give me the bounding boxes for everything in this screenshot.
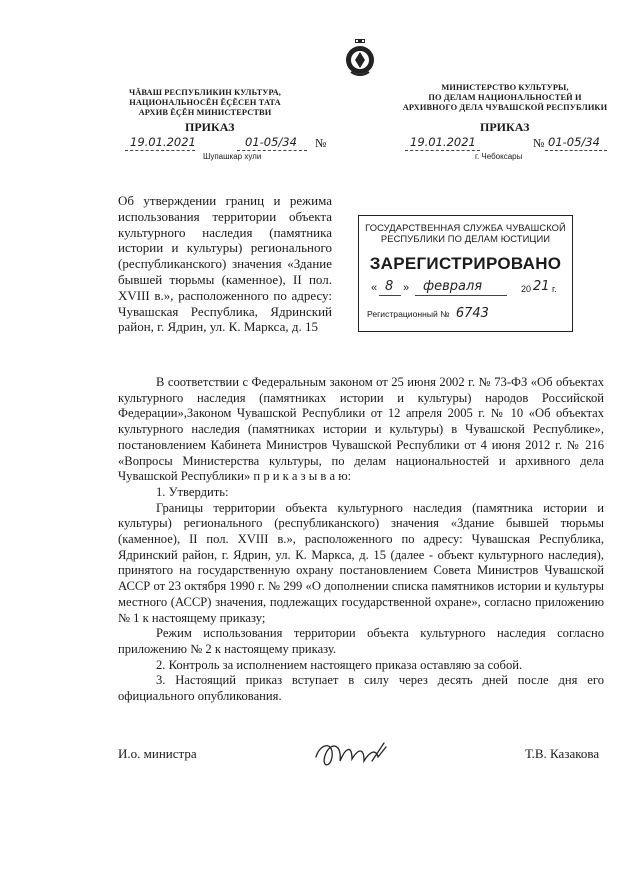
stamp-year-prefix: 20: [521, 284, 532, 294]
stamp-quote-open: «: [371, 282, 378, 294]
order-label-right: ПРИКАЗ: [480, 120, 530, 134]
order-label-left: ПРИКАЗ: [185, 120, 235, 134]
registration-stamp: [358, 215, 573, 332]
order-subject: Об утверждении границ и режима использования территории объекта культурного наследия (памятника истории и культуры) регионального (республиканского) значения «Здание бывшей тюрьмы (каменное), II пол. XVIII в.», расположенного по адресу: Чувашская Республика, Ядринский район, г. Ядрин, ул. К. Маркса, д. 15: [118, 193, 332, 335]
header-right-line: АРХИВНОГО ДЕЛА ЧУВАШСКОЙ РЕСПУБЛИКИ: [402, 103, 608, 112]
order-body: [118, 375, 604, 705]
preamble-paragraph: В соответствии с Федеральным законом от 25 июня 2002 г. № 73-ФЗ «Об объектах культурного наследия (памятниках истории и культуры) народов Российской Федерации»,Законом Чувашской Республики от 12 апреля 2005 г. № 10 «Об объектах культурного наследия (памятниках истории и культуры) в Чувашской Республике», постановлением Кабинета Министров Чувашской Республики от 4 июня 2012 г. № 216 «Вопросы Министерства культуры, по делам национальностей и архивного дела Чувашской Республики» п р и к а з ы в а ю:: [118, 375, 604, 484]
stamp-reg-number-handwritten: 6743: [455, 306, 489, 321]
stamp-organization: [359, 222, 572, 244]
header-right-line: ПО ДЕЛАМ НАЦИОНАЛЬНОСТЕЙ И: [428, 93, 582, 102]
stamp-org-line: ГОСУДАРСТВЕННАЯ СЛУЖБА ЧУВАШСКОЙ: [365, 222, 566, 233]
number-sign: №: [533, 136, 545, 150]
order-number-handwritten: 01-05/34: [548, 135, 600, 149]
header-right: [395, 83, 615, 113]
number-underline: [545, 150, 607, 151]
order-date-handwritten: 19.01.2021: [410, 135, 476, 149]
stamp-month-handwritten: февраля: [423, 279, 483, 294]
stamp-registered: ЗАРЕГИСТРИРОВАНО: [369, 254, 562, 273]
stamp-quote-close: »: [403, 282, 410, 294]
item-1-a: Границы территории объекта культурного наследия (памятника истории и культуры) регионального (республиканского) значения «Здание бывшей тюрьмы (каменное), II пол. XVIII в.», расположенного по адресу: Чувашская Республика, Ядринский район, г. Ядрин, ул. К. Маркса, д. 15 (далее - объект культурного наследия), принятого на государственную охрану постановлением Совета Министров Чувашской АССР от 23 октября 1990 г. № 299 «О дополнении списка памятников истории и культуры местного (АССР) значения, подлежащих государственной охране», согласно приложению № 1 к настоящему приказу;: [118, 500, 604, 625]
number-underline: [237, 150, 307, 151]
stamp-date: [371, 280, 561, 300]
stamp-year-handwritten: 21: [533, 279, 550, 294]
order-number-line-right: [405, 136, 610, 152]
stamp-day-handwritten: 8: [385, 279, 394, 294]
number-sign: №: [315, 136, 327, 150]
stamp-org-line: РЕСПУБЛИКИ ПО ДЕЛАМ ЮСТИЦИИ: [380, 233, 551, 244]
item-2: 2. Контроль за исполнением настоящего приказа оставляю за собой.: [156, 657, 523, 672]
month-underline: [415, 295, 507, 296]
item-3: 3. Настоящий приказ вступает в силу через десять дней после дня его официального опубликования.: [118, 673, 604, 704]
date-underline: [125, 150, 195, 151]
stamp-reg-label: Регистрационный №: [367, 309, 450, 319]
order-number-handwritten: 01-05/34: [245, 135, 297, 149]
city-right: г. Чебоксары: [475, 152, 523, 161]
signatory-name: Т.В. Казакова: [525, 746, 600, 761]
coat-of-arms-emblem-icon: [343, 38, 377, 78]
handwritten-signature-icon: [312, 735, 392, 775]
header-left: [95, 88, 315, 118]
order-number-line-left: [125, 136, 335, 152]
header-left-line: ЧĂВАШ РЕСПУБЛИКИН КУЛЬТУРА,: [129, 88, 281, 97]
city-left: Шупашкар хули: [203, 152, 262, 161]
stamp-year-unit: г.: [552, 284, 557, 294]
stamp-reg-number-line: [367, 306, 567, 321]
day-underline: [379, 295, 401, 296]
date-underline: [405, 150, 480, 151]
order-date-handwritten: 19.01.2021: [130, 135, 196, 149]
item-1-b: Режим использования территории объекта культурного наследия согласно приложению № 2 к настоящему приказу.: [118, 626, 604, 656]
item-1: 1. Утвердить:: [156, 484, 229, 499]
header-left-line: НАЦИОНАЛЬНОСĔН ĔÇĔСЕН ТАТА: [129, 98, 281, 107]
header-left-line: АРХИВ ĔÇĔН МИНИСТЕРСТВИ: [138, 108, 272, 117]
header-right-line: МИНИСТЕРСТВО КУЛЬТУРЫ,: [441, 83, 569, 92]
signatory-position: И.о. министра: [118, 746, 197, 761]
